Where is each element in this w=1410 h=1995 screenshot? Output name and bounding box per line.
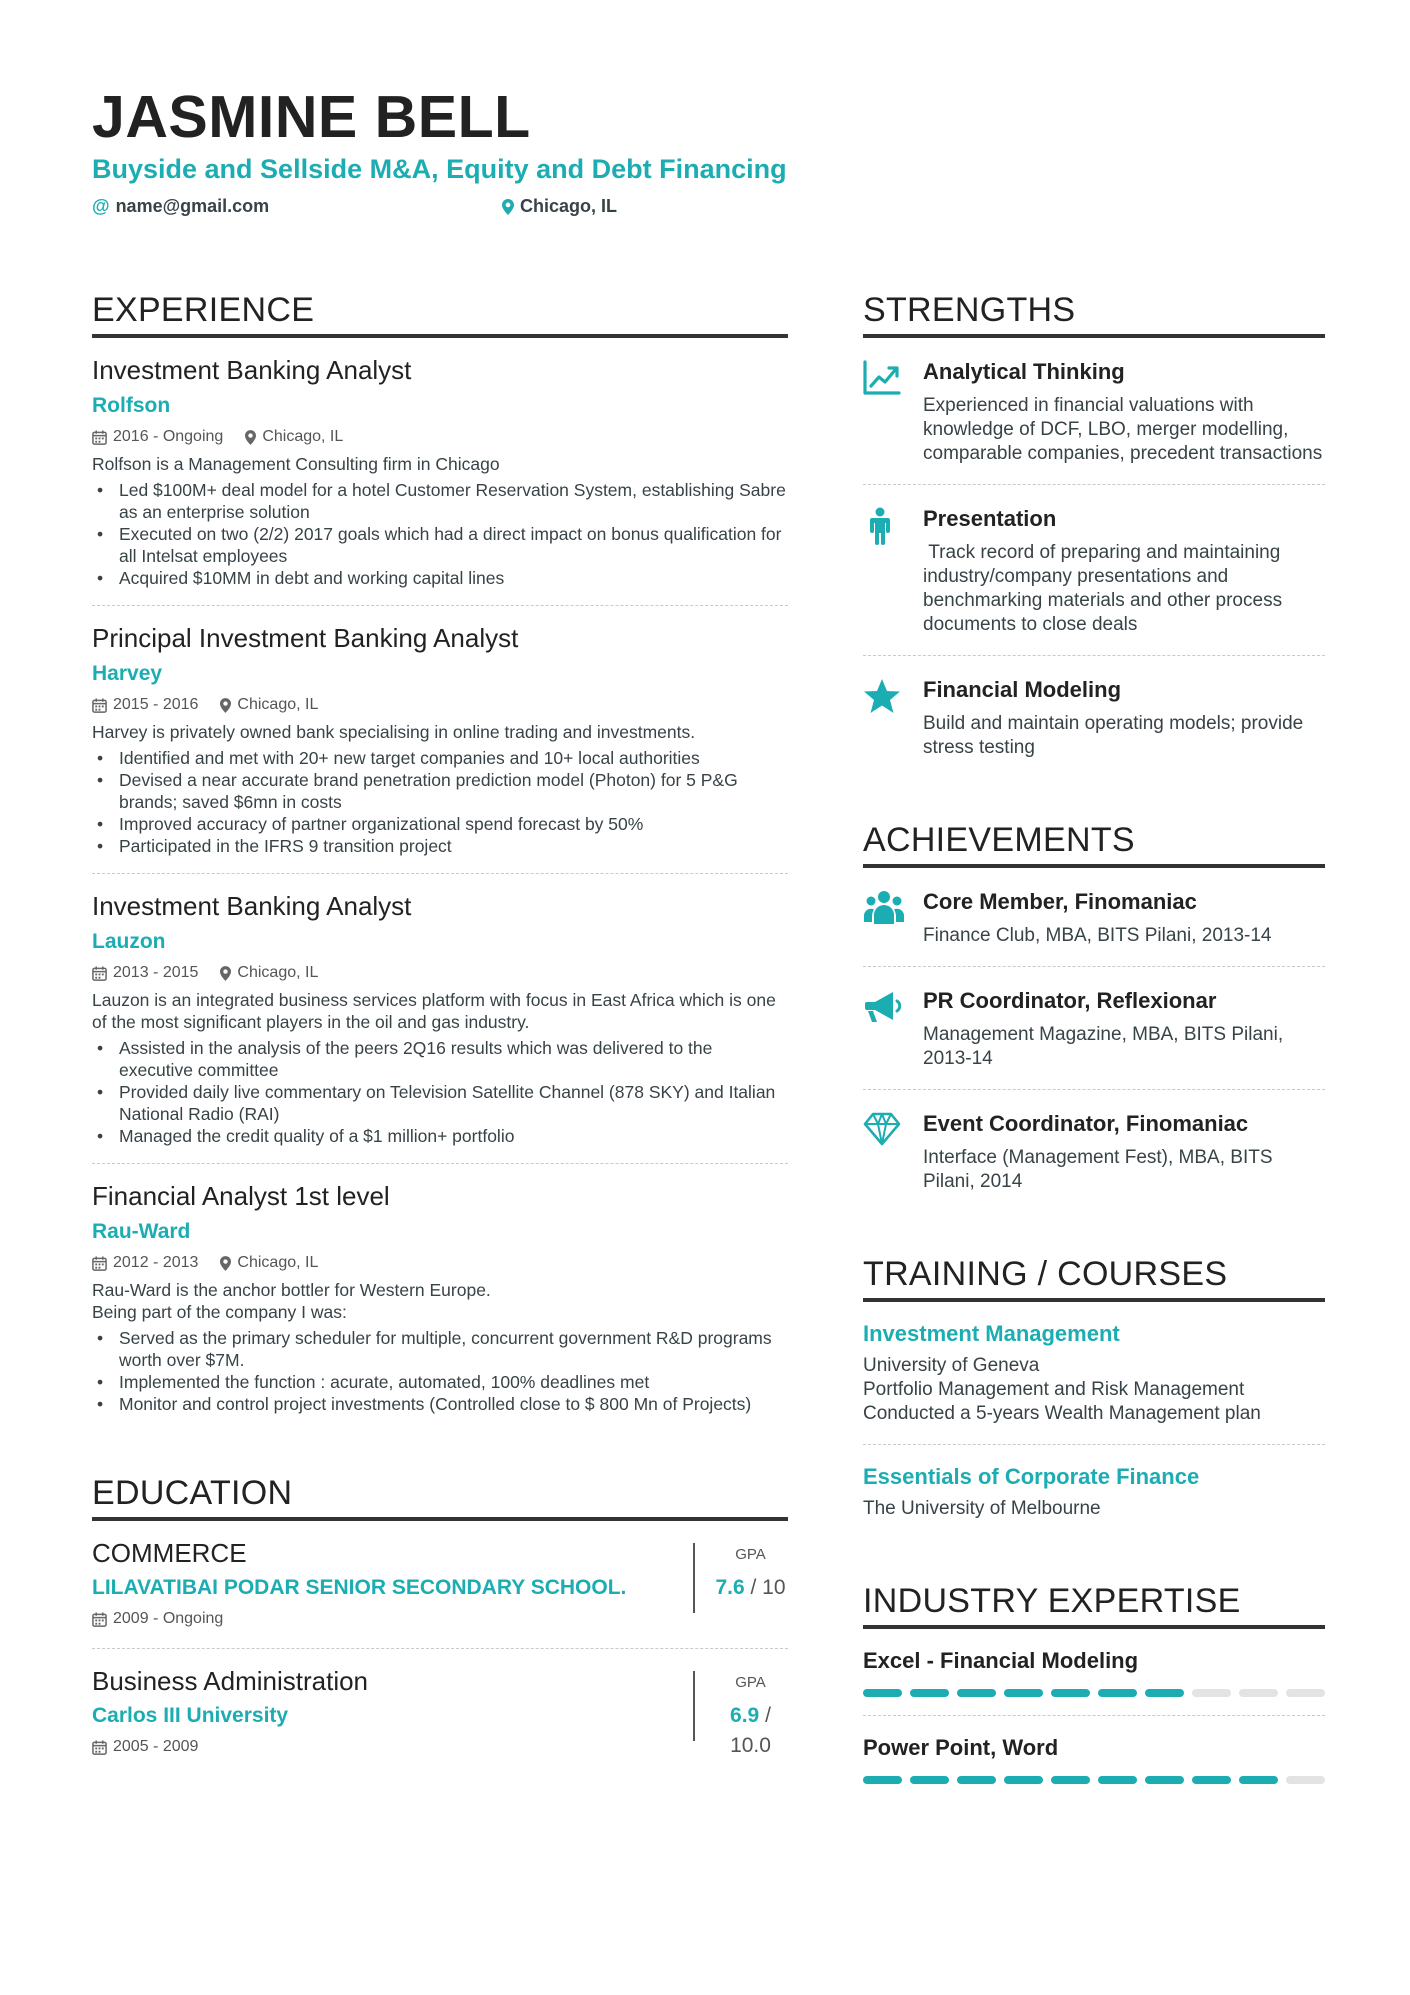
company-description-line: Harvey is privately owned bank specialising in online trading and investments. [92, 722, 696, 742]
bullet-item: • Provided daily live commentary on Television Satellite Channel (878 SKY) and Italian National Radio (RAI) [92, 1081, 788, 1125]
industry-list [863, 1629, 1325, 1802]
right-column [863, 290, 1325, 1802]
education-dates [92, 1608, 223, 1630]
achievements-section [863, 820, 1325, 1212]
job-dates [92, 1252, 198, 1274]
job-title: Financial Analyst 1st level [92, 1181, 390, 1211]
bullet-item: • Led $100M+ deal model for a hotel Customer Reservation System, establishing Sabre as an enterprise solution [92, 479, 788, 523]
job-meta [92, 962, 788, 984]
gpa-label: GPA [735, 1674, 766, 1691]
job-title: Investment Banking Analyst [92, 891, 412, 921]
strength-title: Financial Modeling [923, 677, 1122, 702]
job-location-text: Chicago, IL [262, 428, 344, 445]
job-location-text: Chicago, IL [237, 964, 319, 981]
achievement-description: Finance Club, MBA, BITS Pilani, 2013-14 [923, 925, 1272, 946]
bullet-item: • Implemented the function : acurate, automated, 100% deadlines met [92, 1371, 788, 1393]
skill-title: Power Point, Word [863, 1735, 1059, 1760]
job-location [220, 1252, 318, 1274]
experience-item [92, 606, 788, 874]
company-description [92, 989, 788, 1033]
megaphone-icon [863, 989, 903, 1025]
industry-section [863, 1581, 1325, 1802]
gpa-max: / 10 [750, 1576, 786, 1599]
job-dates [92, 962, 198, 984]
experience-section [92, 290, 788, 1431]
strength-icon-box [863, 676, 923, 760]
course-item [863, 1445, 1325, 1539]
achievement-description: Interface (Management Fest), MBA, BITS Pilani, 2014 [923, 1147, 1278, 1192]
course-item [863, 1302, 1325, 1445]
achievement-icon-box [863, 1110, 923, 1194]
section-title-achievements: ACHIEVEMENTS [863, 820, 1325, 868]
map-pin-icon [220, 1256, 231, 1271]
calendar-icon [92, 1612, 107, 1627]
education-dates-text: 2009 - Ongoing [113, 1610, 224, 1627]
bullet-item: • Acquired $10MM in debt and working capital lines [92, 567, 788, 589]
map-pin-icon [220, 698, 231, 713]
section-title-education: EDUCATION [92, 1473, 788, 1521]
school-name: Carlos III University [92, 1704, 289, 1727]
achievement-body [923, 1110, 1325, 1194]
achievement-body [923, 888, 1272, 948]
experience-list [92, 338, 788, 1431]
email-contact[interactable] [92, 196, 269, 217]
achievement-title: PR Coordinator, Reflexionar [923, 988, 1217, 1013]
job-dates [92, 694, 198, 716]
job-location [220, 962, 318, 984]
gpa-box [693, 1543, 788, 1613]
strength-title: Presentation [923, 506, 1057, 531]
strength-description: Experienced in financial valuations with knowledge of DCF, LBO, merger modelling, comparable companies, precedent transactions [923, 395, 1323, 464]
skill-dot-filled [1145, 1689, 1184, 1697]
experience-item [92, 1164, 788, 1431]
course-details [863, 1354, 1325, 1426]
job-location-text: Chicago, IL [237, 696, 319, 713]
bullet-item: • Devised a near accurate brand penetration prediction model (Photon) for 5 P&G brands; saved $6mn in costs [92, 769, 788, 813]
experience-item [92, 338, 788, 606]
email-text: name@gmail.com [115, 196, 270, 216]
education-item [92, 1521, 788, 1649]
bullet-item: • Executed on two (2/2) 2017 goals which had a direct impact on bonus qualification for all Intelsat employees [92, 523, 788, 567]
company-description-line: Lauzon is an integrated business services platform with focus in East Africa which is one of the most significant players in the oil and gas industry. [92, 990, 776, 1032]
company-name: Harvey [92, 662, 163, 685]
bullet-item: • Monitor and control project investments (Controlled close to $ 800 Mn of Projects) [92, 1393, 788, 1415]
skill-level-bar [863, 1776, 1325, 1784]
calendar-icon [92, 698, 107, 713]
training-list [863, 1302, 1325, 1539]
skill-dot-filled [1098, 1689, 1137, 1697]
education-meta [92, 1736, 788, 1758]
location-text: Chicago, IL [520, 196, 618, 216]
gpa-max: / 10.0 [730, 1704, 771, 1757]
job-meta [92, 426, 788, 448]
bullet-item: • Managed the credit quality of a $1 million+ portfolio [92, 1125, 788, 1147]
skill-level-bar [863, 1689, 1325, 1697]
course-title: Investment Management [863, 1321, 1120, 1346]
person-icon [863, 507, 897, 545]
candidate-name: JASMINE BELL [92, 84, 531, 150]
skill-item [863, 1629, 1325, 1716]
strength-description: Build and maintain operating models; provide stress testing [923, 713, 1309, 758]
strength-item [863, 656, 1325, 778]
users-icon [863, 890, 905, 926]
section-title-experience: EXPERIENCE [92, 290, 788, 338]
skill-dot-filled [1004, 1776, 1043, 1784]
section-title-training: TRAINING / COURSES [863, 1254, 1325, 1302]
experience-item [92, 874, 788, 1164]
skill-dot-filled [863, 1776, 902, 1784]
skill-item [863, 1716, 1325, 1802]
skill-dot-filled [863, 1689, 902, 1697]
achievement-body [923, 987, 1325, 1071]
company-name: Rolfson [92, 394, 171, 417]
strength-item [863, 338, 1325, 485]
map-pin-icon [245, 430, 256, 445]
chart-line-icon [863, 360, 901, 396]
school-name: LILAVATIBAI PODAR SENIOR SECONDARY SCHOOL. [92, 1576, 627, 1599]
achievement-item [863, 868, 1325, 967]
location-contact [502, 196, 617, 217]
achievement-title: Core Member, Finomaniac [923, 889, 1197, 914]
job-location [220, 694, 318, 716]
strength-icon-box [863, 505, 923, 637]
skill-dot-empty [1286, 1776, 1325, 1784]
star-icon [863, 678, 901, 714]
course-title: Essentials of Corporate Finance [863, 1464, 1200, 1489]
achievement-bullets [92, 479, 788, 589]
strength-body [923, 505, 1325, 637]
achievement-title: Event Coordinator, Finomaniac [923, 1111, 1249, 1136]
at-icon: @ [92, 196, 110, 216]
degree-title: Business Administration [92, 1666, 369, 1696]
education-meta [92, 1608, 788, 1630]
map-pin-icon [502, 199, 514, 215]
gpa-value [713, 1701, 788, 1761]
skill-dot-filled [1051, 1689, 1090, 1697]
achievement-item [863, 1090, 1325, 1212]
skill-dot-empty [1286, 1689, 1325, 1697]
company-name: Lauzon [92, 930, 166, 953]
course-detail-line: Conducted a 5-years Wealth Management plan [863, 1403, 1261, 1424]
achievement-icon-box [863, 987, 923, 1071]
job-dates-text: 2012 - 2013 [113, 1254, 199, 1271]
skill-dot-filled [910, 1689, 949, 1697]
education-dates-text: 2005 - 2009 [113, 1738, 199, 1755]
section-title-strengths: STRENGTHS [863, 290, 1325, 338]
gpa-box [693, 1671, 788, 1757]
left-column [92, 290, 788, 1776]
education-section [92, 1473, 788, 1776]
education-dates [92, 1736, 198, 1758]
training-section [863, 1254, 1325, 1539]
company-description [92, 721, 788, 743]
strengths-list [863, 338, 1325, 778]
gpa-value [713, 1573, 788, 1603]
strengths-section [863, 290, 1325, 778]
skill-dot-filled [1192, 1776, 1231, 1784]
skill-dot-filled [910, 1776, 949, 1784]
education-item [92, 1649, 788, 1776]
skill-dot-filled [1004, 1689, 1043, 1697]
job-dates-text: 2013 - 2015 [113, 964, 199, 981]
course-detail-line: The University of Melbourne [863, 1498, 1101, 1519]
company-name: Rau-Ward [92, 1220, 191, 1243]
achievement-item [863, 967, 1325, 1090]
achievement-icon-box [863, 888, 923, 948]
company-description [92, 1279, 788, 1323]
skill-dot-filled [1239, 1776, 1278, 1784]
company-description-line: Being part of the company I was: [92, 1302, 347, 1322]
skill-dot-empty [1239, 1689, 1278, 1697]
company-description [92, 453, 788, 475]
skill-dot-filled [957, 1776, 996, 1784]
job-dates-text: 2015 - 2016 [113, 696, 199, 713]
strength-icon-box [863, 358, 923, 466]
company-description-line: Rolfson is a Management Consulting firm in Chicago [92, 454, 500, 474]
strength-body [923, 676, 1325, 760]
skill-dot-filled [1145, 1776, 1184, 1784]
calendar-icon [92, 966, 107, 981]
gpa-label: GPA [735, 1546, 766, 1563]
job-location [245, 426, 343, 448]
skill-title: Excel - Financial Modeling [863, 1648, 1139, 1673]
bullet-item: • Assisted in the analysis of the peers 2Q16 results which was delivered to the executive committee [92, 1037, 788, 1081]
strength-description: Track record of preparing and maintaining industry/company presentations and benchmarking materials and other process documents to close deals [923, 542, 1288, 635]
bullet-item: • Identified and met with 20+ new target companies and 10+ local authorities [92, 747, 788, 769]
contact-info [92, 196, 1092, 220]
skill-dot-filled [1051, 1776, 1090, 1784]
calendar-icon [92, 1740, 107, 1755]
gpa-score: 7.6 [715, 1576, 745, 1599]
company-description-line: Rau-Ward is the anchor bottler for Western Europe. [92, 1280, 491, 1300]
job-meta [92, 1252, 788, 1274]
strength-item [863, 485, 1325, 656]
calendar-icon [92, 430, 107, 445]
achievements-list [863, 868, 1325, 1212]
headline: Buyside and Sellside M&A, Equity and Debt Financing [92, 154, 787, 184]
job-dates-text: 2016 - Ongoing [113, 428, 224, 445]
course-detail-line: Portfolio Management and Risk Management [863, 1379, 1245, 1400]
achievement-description: Management Magazine, MBA, BITS Pilani, 2013-14 [923, 1024, 1289, 1069]
calendar-icon [92, 1256, 107, 1271]
job-dates [92, 426, 223, 448]
job-meta [92, 694, 788, 716]
job-title: Principal Investment Banking Analyst [92, 623, 519, 653]
section-title-industry: INDUSTRY EXPERTISE [863, 1581, 1325, 1629]
diamond-icon [863, 1112, 901, 1146]
skill-dot-filled [1098, 1776, 1137, 1784]
course-detail-line: University of Geneva [863, 1355, 1040, 1376]
job-title: Investment Banking Analyst [92, 355, 412, 385]
strength-title: Analytical Thinking [923, 359, 1125, 384]
skill-dot-empty [1192, 1689, 1231, 1697]
map-pin-icon [220, 966, 231, 981]
skill-dot-filled [957, 1689, 996, 1697]
education-list [92, 1521, 788, 1776]
course-details [863, 1497, 1325, 1521]
achievement-bullets [92, 1037, 788, 1147]
bullet-item: • Served as the primary scheduler for multiple, concurrent government R&D programs worth over $7M. [92, 1327, 788, 1371]
bullet-item: • Participated in the IFRS 9 transition project [92, 835, 788, 857]
achievement-bullets [92, 747, 788, 857]
degree-title: COMMERCE [92, 1538, 247, 1568]
strength-body [923, 358, 1325, 466]
achievement-bullets [92, 1327, 788, 1415]
gpa-score: 6.9 [730, 1704, 760, 1727]
bullet-item: • Improved accuracy of partner organizational spend forecast by 50% [92, 813, 788, 835]
job-location-text: Chicago, IL [237, 1254, 319, 1271]
